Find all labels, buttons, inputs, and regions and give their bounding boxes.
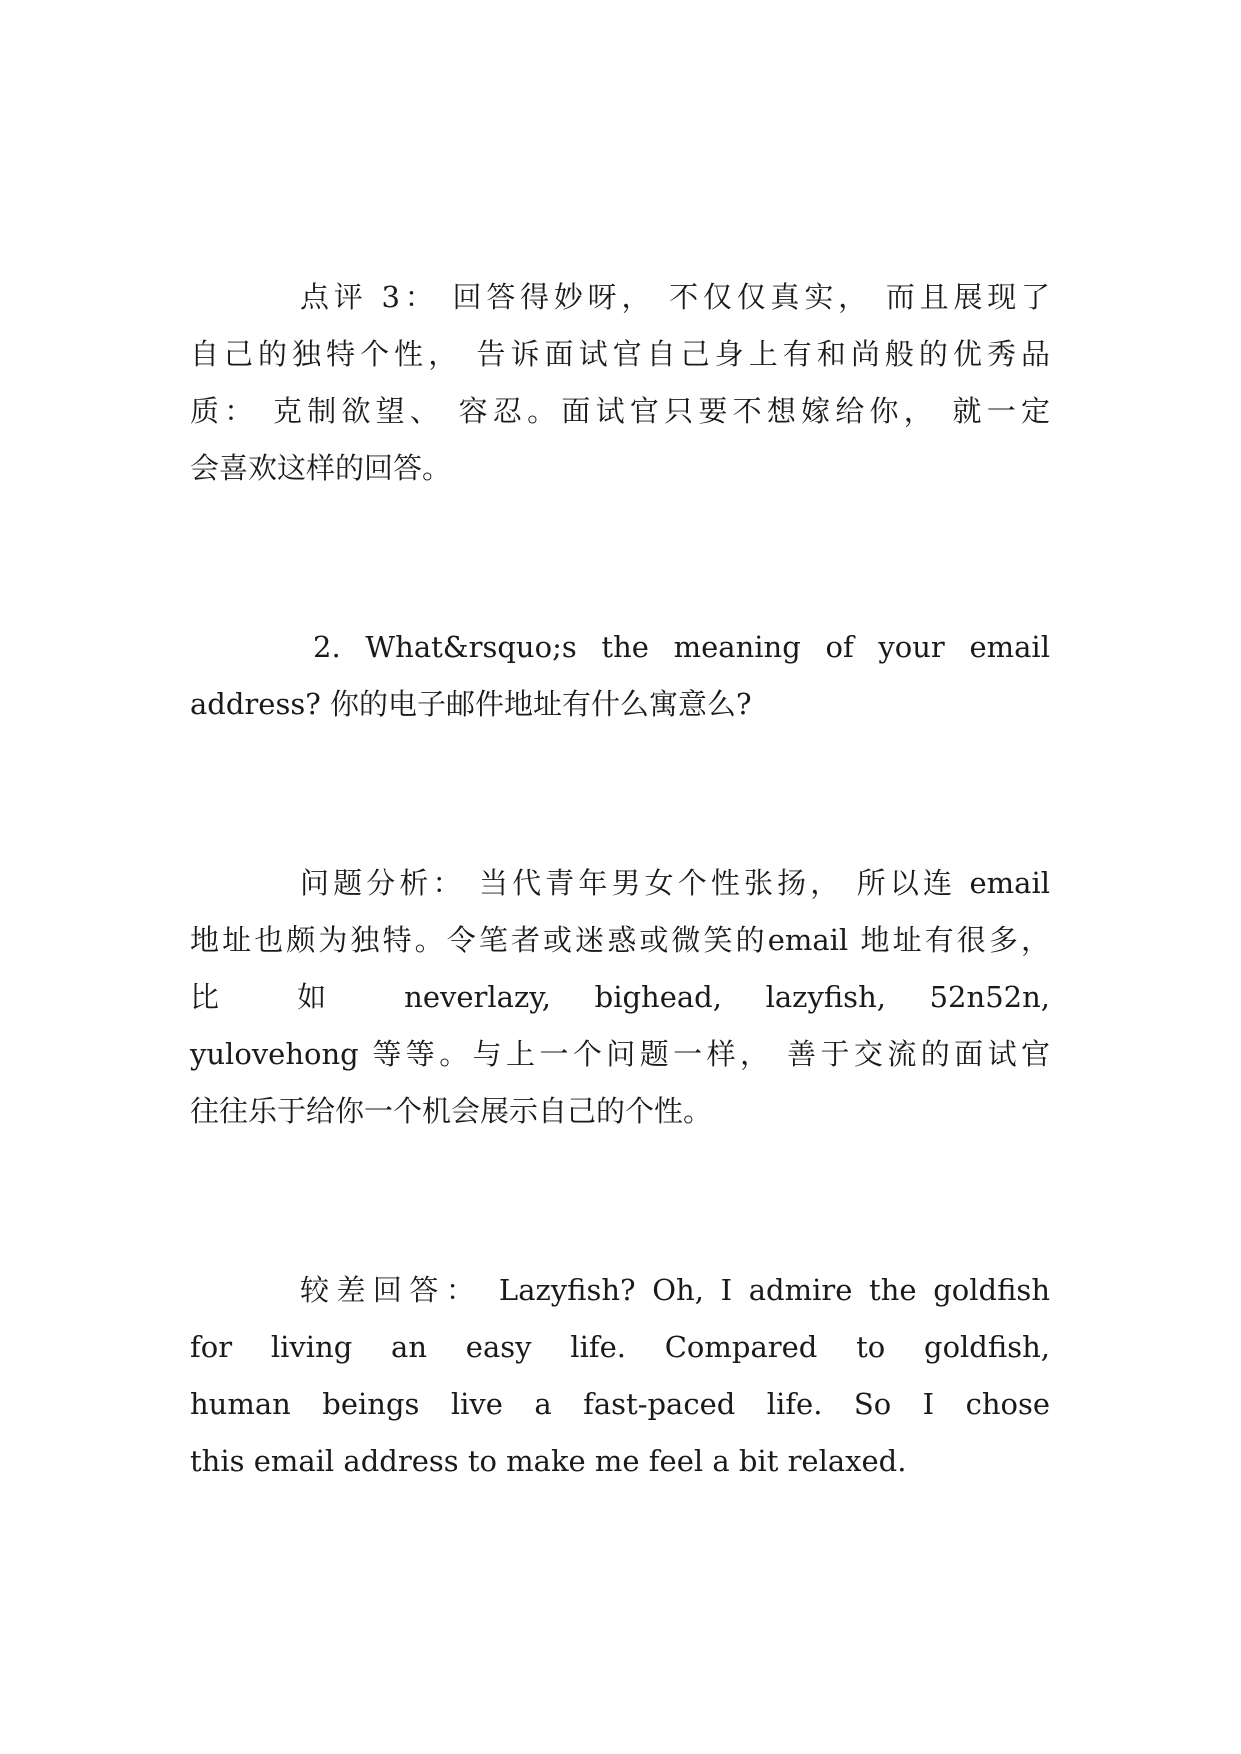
paragraph-1-line-1: 点评 3： 回答得妙呀， 不仅仅真实， 而且展现了: [300, 280, 1050, 314]
analysis-line-5: 往往乐于给你一个机会展示自己的个性。: [190, 1094, 713, 1128]
paragraph-1-line-3: 质： 克制欲望、 容忍。面试官只要不想嫁给你， 就一定: [190, 394, 1050, 428]
poor-answer-line-4: this email address to make me feel a bit relaxed.: [190, 1444, 907, 1478]
question-2-line-1: 2. What&rsquo;s the meaning of your email: [313, 630, 1050, 664]
analysis-line-3: 比 如 neverlazy, bighead, lazyfish, 52n52n,: [190, 980, 1050, 1014]
poor-answer-line-2: for living an easy life. Compared to goldfish,: [190, 1330, 1050, 1364]
analysis-line-1: 问题分析： 当代青年男女个性张扬， 所以连 email: [300, 866, 1050, 900]
poor-answer-line-1: 较差回答： Lazyfish? Oh, I admire the goldfish: [300, 1273, 1050, 1307]
analysis-line-4: yulovehong 等等。与上一个问题一样， 善于交流的面试官: [190, 1037, 1050, 1071]
paragraph-1-line-2: 自己的独特个性， 告诉面试官自己身上有和尚般的优秀品: [190, 337, 1050, 371]
paragraph-1-line-4: 会喜欢这样的回答。: [190, 451, 452, 485]
poor-answer-line-3: human beings live a fast-paced life. So I chose: [190, 1387, 1050, 1421]
question-2-line-2: address? 你的电子邮件地址有什么寓意么?: [190, 687, 752, 721]
analysis-line-2: 地址也颇为独特。令笔者或迷惑或微笑的email 地址有很多，: [190, 923, 1050, 957]
